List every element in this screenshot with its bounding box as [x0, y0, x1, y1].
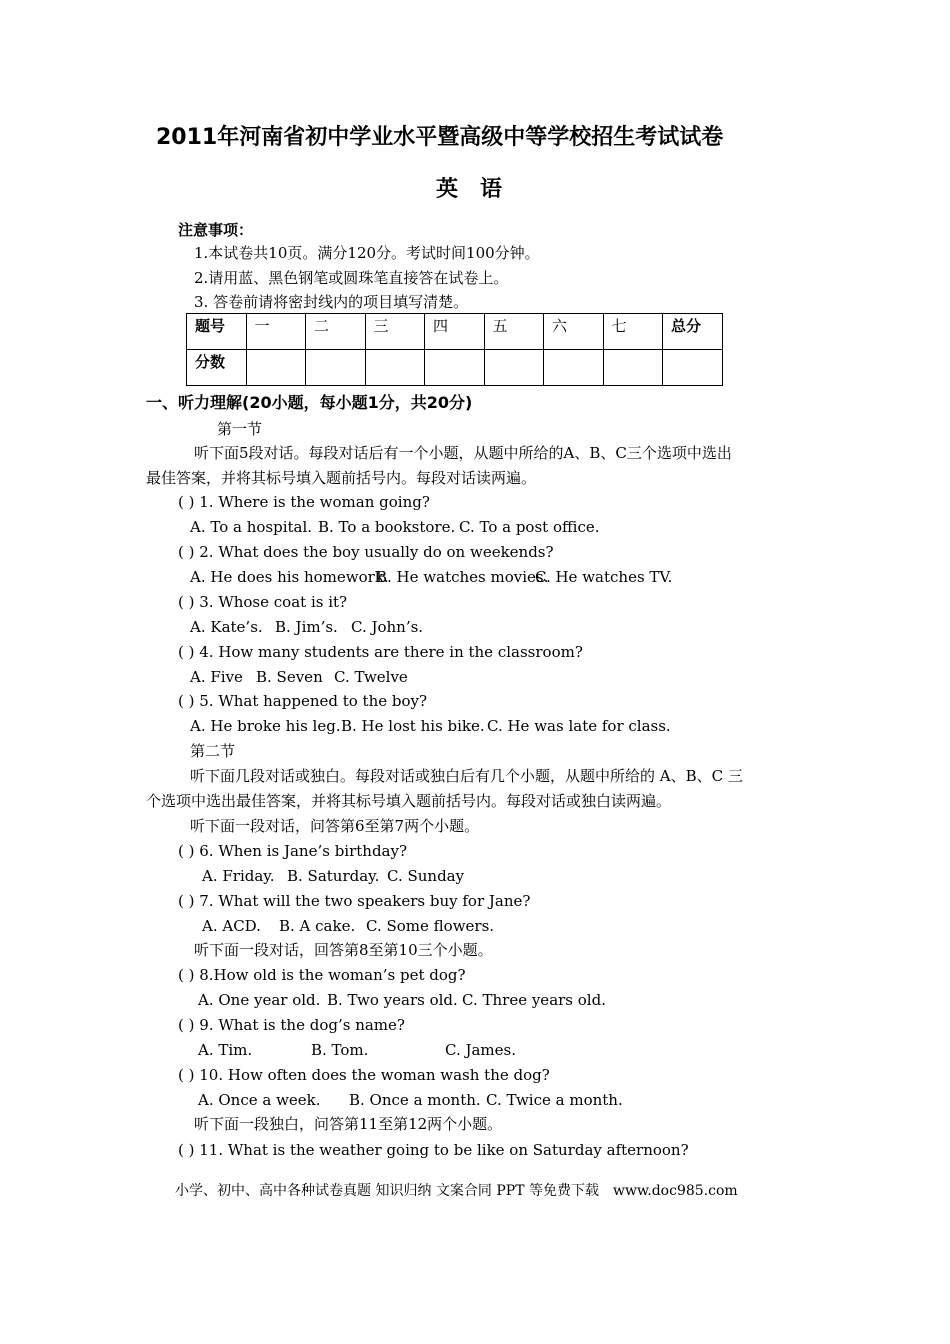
option: B. Saturday.: [287, 867, 380, 885]
option: C. James.: [445, 1041, 517, 1059]
question: ( ) 5. What happened to the boy?: [178, 692, 428, 710]
score-input-cell[interactable]: [365, 350, 425, 386]
option: B. Jim’s.: [275, 618, 338, 636]
question: ( ) 10. How often does the woman wash the dog?: [178, 1066, 550, 1084]
score-input-cell[interactable]: [306, 350, 366, 386]
subject-title: 英 语: [436, 177, 503, 202]
question: ( ) 7. What will the two speakers buy for Jane?: [178, 892, 531, 910]
question: ( ) 2. What does the boy usually do on weekends?: [178, 543, 554, 561]
option: A. He broke his leg.: [190, 717, 341, 735]
option: A. ACD.: [202, 917, 261, 935]
score-input-cell[interactable]: [484, 350, 544, 386]
option: C. He watches TV.: [535, 568, 673, 586]
score-input-cell[interactable]: [425, 350, 485, 386]
score-input-cell[interactable]: [663, 350, 723, 386]
option: A. One year old.: [198, 991, 321, 1009]
score-input-cell[interactable]: [603, 350, 663, 386]
score-table-header-row: [187, 314, 723, 350]
score-input-cell[interactable]: [544, 350, 604, 386]
score-header-cell: 总分: [663, 314, 723, 350]
option: A. Once a week.: [198, 1091, 321, 1109]
option: B. A cake.: [279, 917, 356, 935]
option: A. To a hospital.: [190, 518, 313, 536]
question: ( ) 11. What is the weather going to be like on Saturday afternoon?: [178, 1141, 689, 1159]
option: B. He watches movies.: [376, 568, 549, 586]
score-table-score-row: [187, 350, 723, 386]
instruction-text: 最佳答案，并将其标号填入题前括号内。每段对话读两遍。: [146, 469, 537, 487]
option: C. Sunday: [387, 867, 465, 885]
score-header-cell: 题号: [187, 314, 247, 350]
instruction-text: 听下面一段独白，问答第11至第12两个小题。: [194, 1115, 503, 1133]
option: B. He lost his bike.: [341, 717, 485, 735]
instruction-text: 个选项中选出最佳答案，并将其标号填入题前括号内。每段对话或独白读两遍。: [146, 792, 672, 810]
question: ( ) 1. Where is the woman going?: [178, 493, 430, 511]
question: ( ) 8.How old is the woman’s pet dog?: [178, 966, 466, 984]
option: C. Three years old.: [462, 991, 606, 1009]
instruction-text: 听下面一段对话，问答第6至第7两个小题。: [190, 817, 480, 835]
score-header-cell: 四: [425, 314, 485, 350]
section-heading: 一、听力理解(20小题，每小题1分，共20分): [146, 393, 473, 412]
option: C. John’s.: [351, 618, 424, 636]
option: A. Five: [190, 668, 243, 686]
option: C. Twice a month.: [486, 1091, 623, 1109]
part-label: 第一节: [217, 420, 263, 438]
notice-item: 1.本试卷共10页。满分120分。考试时间100分钟。: [194, 244, 540, 262]
option: A. Tim.: [198, 1041, 253, 1059]
page-footer: 小学、初中、高中各种试卷真题 知识归纳 文案合同 PPT 等免费下载 www.doc985.com: [175, 1183, 738, 1199]
instruction-text: 听下面5段对话。每段对话后有一个小题，从题中所给的A、B、C三个选项中选出: [194, 444, 732, 462]
option: C. To a post office.: [459, 518, 600, 536]
option: B. Tom.: [311, 1041, 369, 1059]
notice-item: 3. 答卷前请将密封线内的项目填写清楚。: [194, 293, 469, 311]
score-table: [186, 313, 723, 386]
option: B. To a bookstore.: [318, 518, 456, 536]
question: ( ) 6. When is Jane’s birthday?: [178, 842, 408, 860]
option: C. Some flowers.: [366, 917, 495, 935]
option: B. Once a month.: [349, 1091, 481, 1109]
score-header-cell: 六: [544, 314, 604, 350]
score-row-label: 分数: [187, 350, 247, 386]
notice-heading: 注意事项：: [178, 221, 254, 239]
score-header-cell: 五: [484, 314, 544, 350]
score-header-cell: 七: [603, 314, 663, 350]
option: A. Kate’s.: [190, 618, 263, 636]
score-header-cell: 一: [246, 314, 306, 350]
question: ( ) 4. How many students are there in the classroom?: [178, 643, 583, 661]
question: ( ) 3. Whose coat is it?: [178, 593, 348, 611]
option: C. He was late for class.: [487, 717, 671, 735]
score-header-cell: 二: [306, 314, 366, 350]
question: ( ) 9. What is the dog’s name?: [178, 1016, 405, 1034]
notice-item: 2.请用蓝、黑色钢笔或圆珠笔直接答在试卷上。: [194, 269, 509, 287]
option: C. Twelve: [334, 668, 408, 686]
option: A. He does his homework.: [190, 568, 389, 586]
page-title: 2011年河南省初中学业水平暨高级中等学校招生考试试卷: [156, 125, 724, 150]
option: A. Friday.: [202, 867, 275, 885]
score-input-cell[interactable]: [246, 350, 306, 386]
part-label: 第二节: [190, 742, 236, 760]
instruction-text: 听下面一段对话，回答第8至第10三个小题。: [194, 941, 493, 959]
option: B. Seven: [256, 668, 323, 686]
option: B. Two years old.: [327, 991, 458, 1009]
score-header-cell: 三: [365, 314, 425, 350]
instruction-text: 听下面几段对话或独白。每段对话或独白后有几个小题，从题中所给的 A、B、C 三: [190, 767, 743, 785]
